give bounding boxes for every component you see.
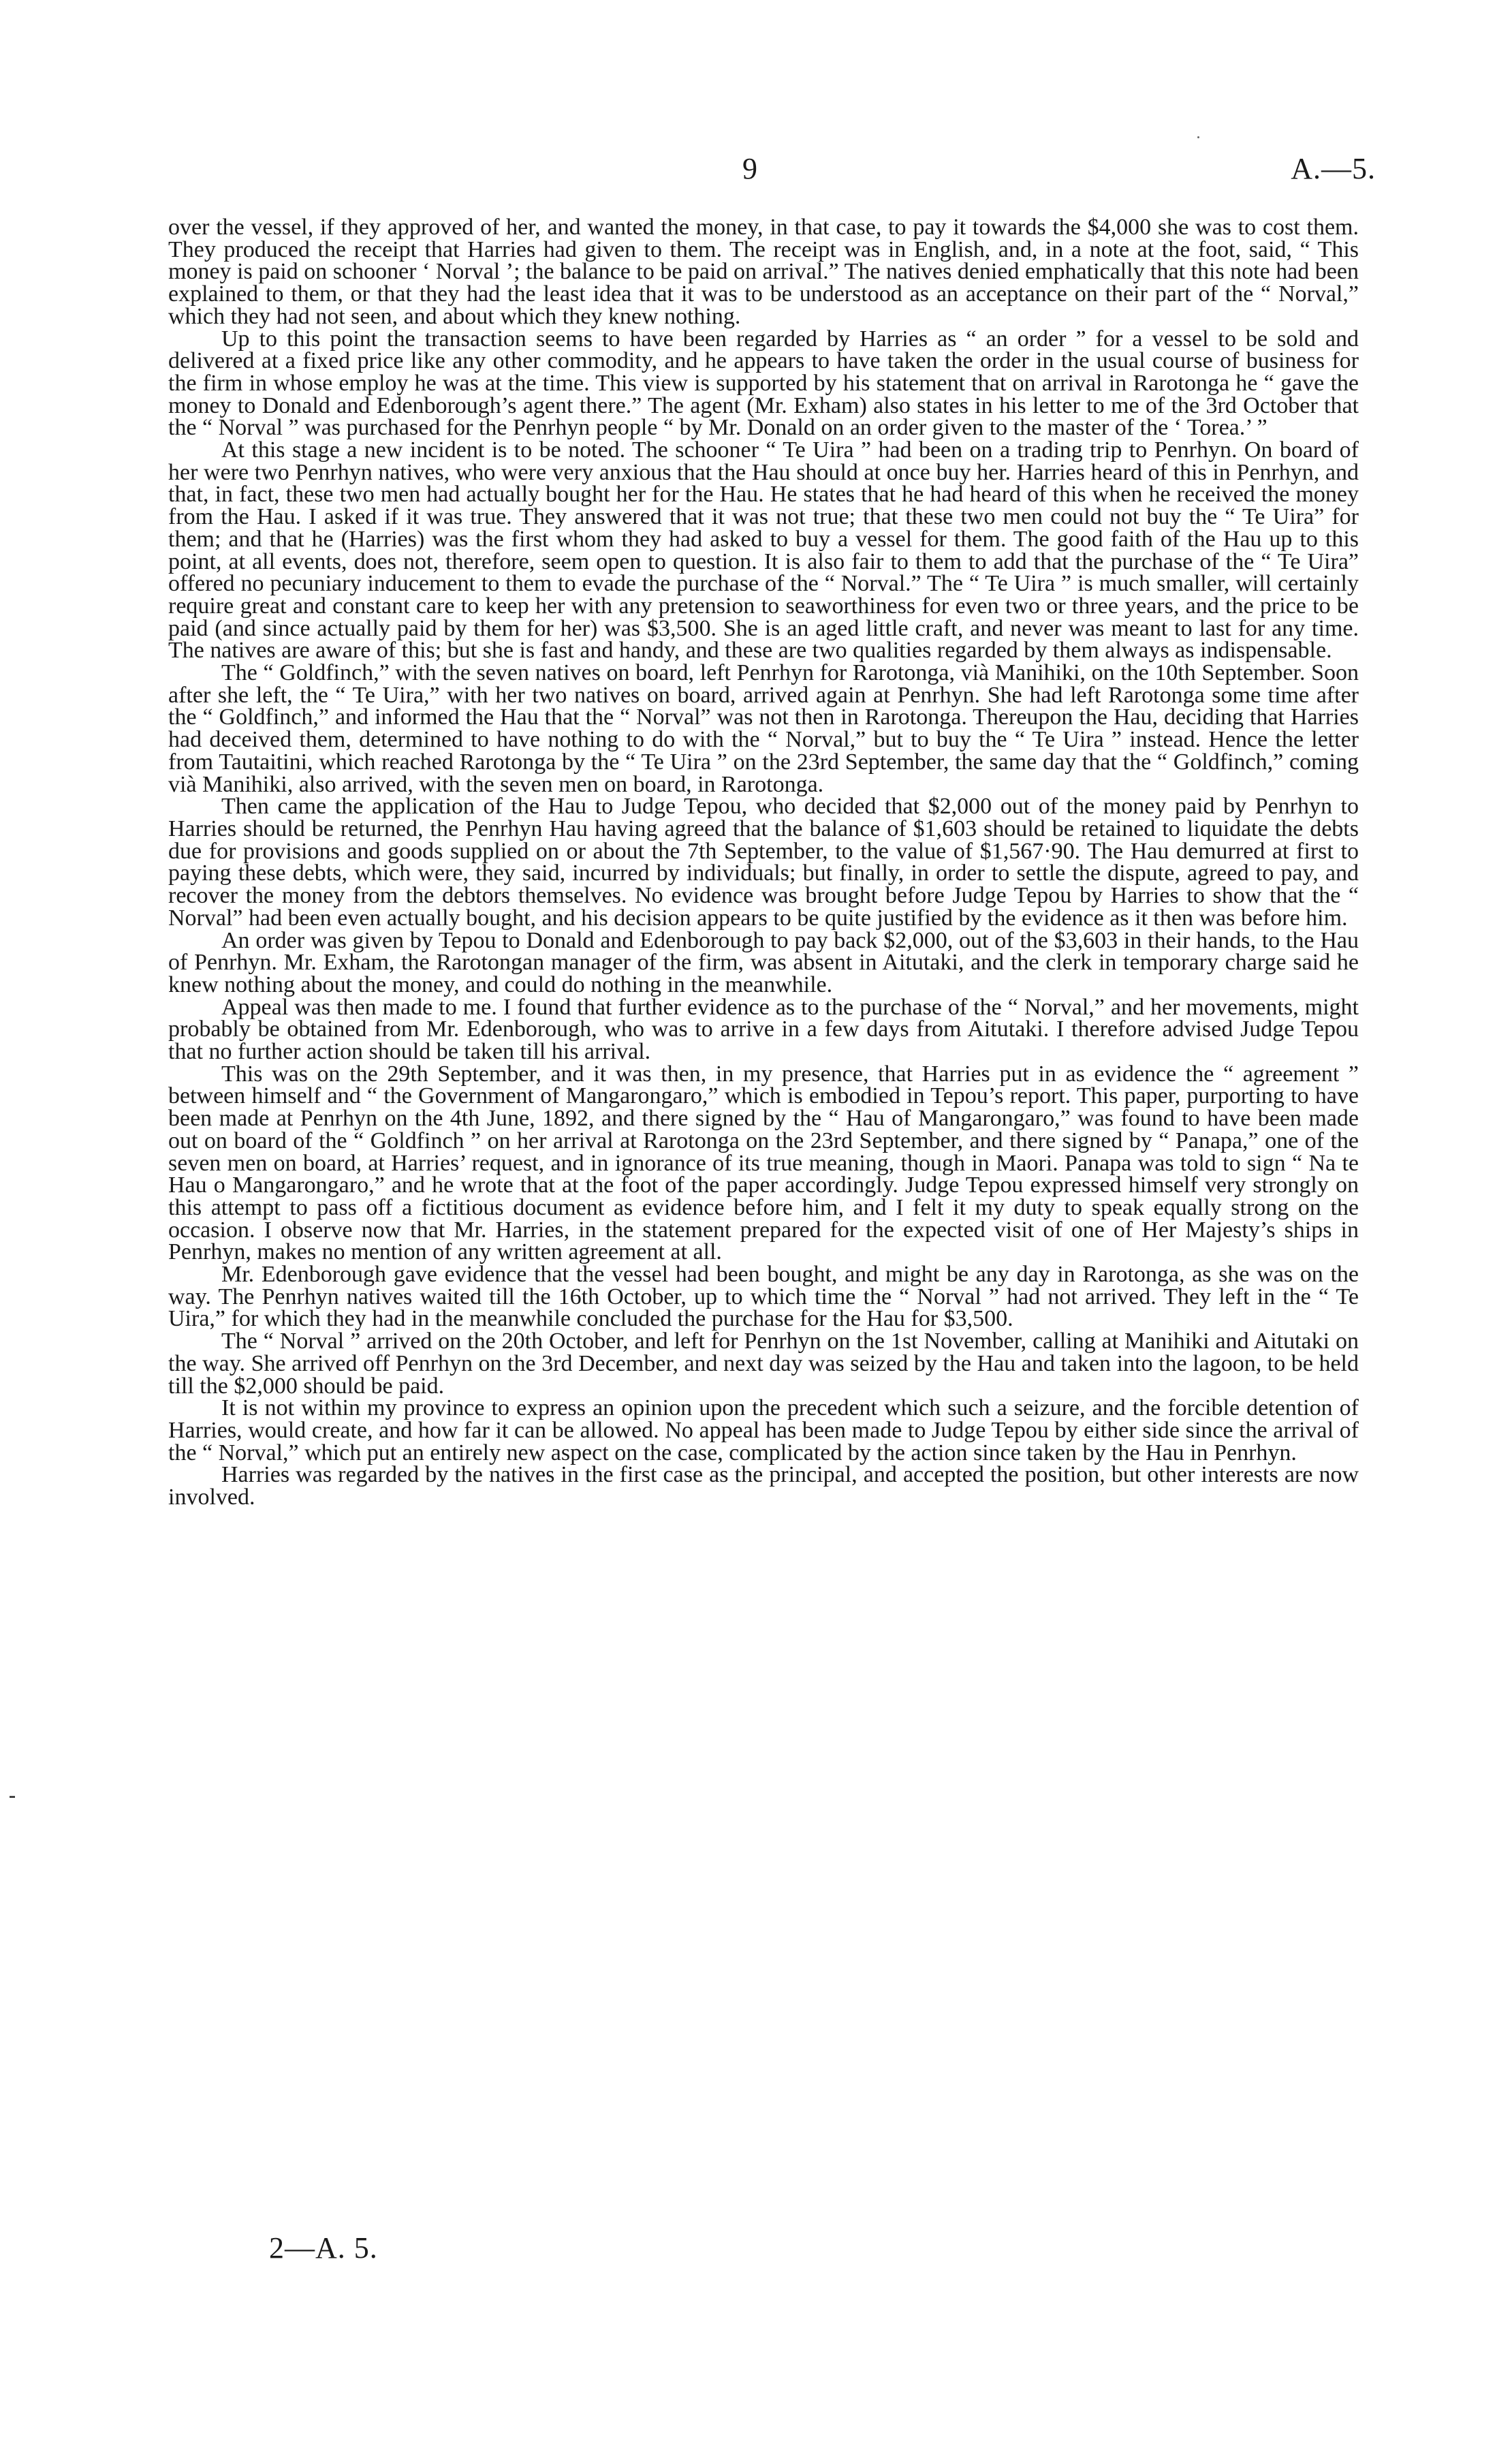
body-text xyxy=(168,217,1359,1509)
page-header xyxy=(0,149,1512,189)
paragraph: This was on the 29th September, and it was then, in my presence, that Harries put in as evidence the “ agreement ” between himself and “ the Government of Mangarongaro,” which is embodied in Tepou’s report. This paper, purporting to have been made at Penrhyn on the 4th June, 1892, and there signed by the “ Hau of Mangarongaro,” was found to have been made out on board of the “ Goldfinch ” on her arrival at Rarotonga on the 23rd September, and there signed by “ Panapa,” one of the seven men on board, at Harries’ request, and in ignorance of its true meaning, though in Maori. Panapa was told to sign “ Na te Hau o Mangarongaro,” and he wrote that at the foot of the paper accordingly. Judge Tepou expressed himself very strongly on this attempt to pass off a fictitious document as evidence before him, and I felt it my duty to speak equally strong on the occasion. I observe now that Mr. Harries, in the statement prepared for the expected visit of one of Her Majesty’s ships in Penrhyn, makes no mention of any written agreement at all. xyxy=(168,1061,1359,1265)
paragraph: An order was given by Tepou to Donald and Edenborough to pay back $2,000, out of the $3,603 in their hands, to the Hau of Penrhyn. Mr. Exham, the Rarotongan manager of the firm, was absent in Aitutaki, and the clerk in temporary charge said he knew nothing about the money, and could do nothing in the meanwhile. xyxy=(168,927,1359,997)
paragraph: Up to this point the transaction seems to have been regarded by Harries as “ an order ” for a vessel to be sold and delivered at a fixed price like any other commodity, and he appears to have taken the order in the usual course of business for the firm in whose employ he was at the time. This view is supported by his statement that on arrival in Rarotonga he “ gave the money to Donald and Edenborough’s agent there.” The agent (Mr. Exham) also states in his letter to me of the 3rd October that the “ Norval ” was purchased for the Penrhyn people “ by Mr. Donald on an order given to the master of the ‘ Torea.’ ” xyxy=(168,326,1359,441)
margin-mark xyxy=(10,1796,15,1798)
paragraph: At this stage a new incident is to be noted. The schooner “ Te Uira ” had been on a trading trip to Penrhyn. On board of her were two Penrhyn natives, who were very anxious that the Hau should at once buy her. Harries heard of this in Penrhyn, and that, in fact, these two men had actually bought her for the Hau. He states that he had heard of this when he received the money from the Hau. I asked if it was true. They answered that it was not true; that these two men could not buy the “ Te Uira” for them; and that he (Harries) was the first whom they had asked to buy a vessel for them. The good faith of the Hau up to this point, at all events, does not, therefore, seem open to question. It is also fair to them to add that the purchase of the “ Te Uira” offered no pecuniary inducement to them to evade the purchase of the “ Norval.” The “ Te Uira ” is much smaller, will certainly require great and constant care to keep her with any pretension to seaworthiness for even two or three years, and the price to be paid (and since actually paid by them for her) was $3,500. She is an aged little craft, and never was meant to last for any time. The natives are aware of this; but she is fast and handy, and these are two qualities regarded by them always as indispensable. xyxy=(168,437,1359,664)
paragraph: It is not within my province to express an opinion upon the precedent which such a seizure, and the forcible detention of Harries, would create, and how far it can be allowed. No appeal has been made to Judge Tepou by either side since the arrival of the “ Norval,” which put an entirely new aspect on the case, complicated by the action since taken by the Hau in Penrhyn. xyxy=(168,1395,1359,1465)
paragraph: Harries was regarded by the natives in the first case as the principal, and accepted the position, but other interests are now involved. xyxy=(168,1462,1359,1510)
paragraph: The “ Goldfinch,” with the seven natives on board, left Penrhyn for Rarotonga, vià Manihiki, on the 10th September. Soon after she left, the “ Te Uira,” with her two natives on board, arrived again at Penrhyn. She had left Rarotonga some time after the “ Goldfinch,” and informed the Hau that the “ Norval” was not then in Rarotonga. Thereupon the Hau, deciding that Harries had deceived them, determined to have nothing to do with the “ Norval,” but to buy the “ Te Uira ” instead. Hence the letter from Tautaitini, which reached Rarotonga by the “ Te Uira ” on the 23rd September, the same day that the “ Goldfinch,” coming vià Manihiki, also arrived, with the seven men on board, in Rarotonga. xyxy=(168,660,1359,797)
page-number: 9 xyxy=(742,152,757,185)
paragraph: over the vessel, if they approved of her, and wanted the money, in that case, to pay it towards the $4,000 she was to cost them. They produced the receipt that Harries had given to them. The receipt was in English, and, in a note at the foot, said, “ This money is paid on schooner ‘ Norval ’; the balance to be paid on arrival.” The natives denied emphatically that this note had been explained to them, or that they had the least idea that it was to be understood as an acceptance on their part of the “ Norval,” which they had not seen, and about which they knew nothing. xyxy=(168,215,1359,329)
paragraph: Then came the application of the Hau to Judge Tepou, who decided that $2,000 out of the money paid by Penrhyn to Harries should be returned, the Penrhyn Hau having agreed that the balance of $1,603 should be retained to liquidate the debts due for provisions and goods supplied on or about the 7th September, to the value of $1,567·90. The Hau demurred at first to paying these debts, which were, they said, incurred by individuals; but finally, in order to settle the dispute, agreed to pay, and recover the money from the debtors themselves. No evidence was brought before Judge Tepou by Harries to show that the “ Norval” had been even actually bought, and his decision appears to be quite justified by the evidence as it then was before him. xyxy=(168,794,1359,931)
paragraph: The “ Norval ” arrived on the 20th October, and left for Penrhyn on the 1st November, calling at Manihiki and Aitutaki on the way. She arrived off Penrhyn on the 3rd December, and next day was seized by the Hau and taken into the lagoon, to be held till the $2,000 should be paid. xyxy=(168,1329,1359,1399)
paragraph: Appeal was then made to me. I found that further evidence as to the purchase of the “ Norval,” and her movements, might probably be obtained from Mr. Edenborough, who was to arrive in a few days from Aitutaki. I therefore advised Judge Tepou that no further action should be taken till his arrival. xyxy=(168,994,1359,1065)
margin-mark xyxy=(1197,136,1199,138)
paragraph: Mr. Edenborough gave evidence that the vessel had been bought, and might be any day in Rarotonga, as she was on the way. The Penrhyn natives waited till the 16th October, up to which time the “ Norval ” had not arrived. They left in the “ Te Uira,” for which they had in the meanwhile concluded the purchase for the Hau for $3,500. xyxy=(168,1262,1359,1332)
signature-reference: 2—A. 5. xyxy=(269,2231,378,2265)
document-reference: A.—5. xyxy=(1291,152,1376,185)
